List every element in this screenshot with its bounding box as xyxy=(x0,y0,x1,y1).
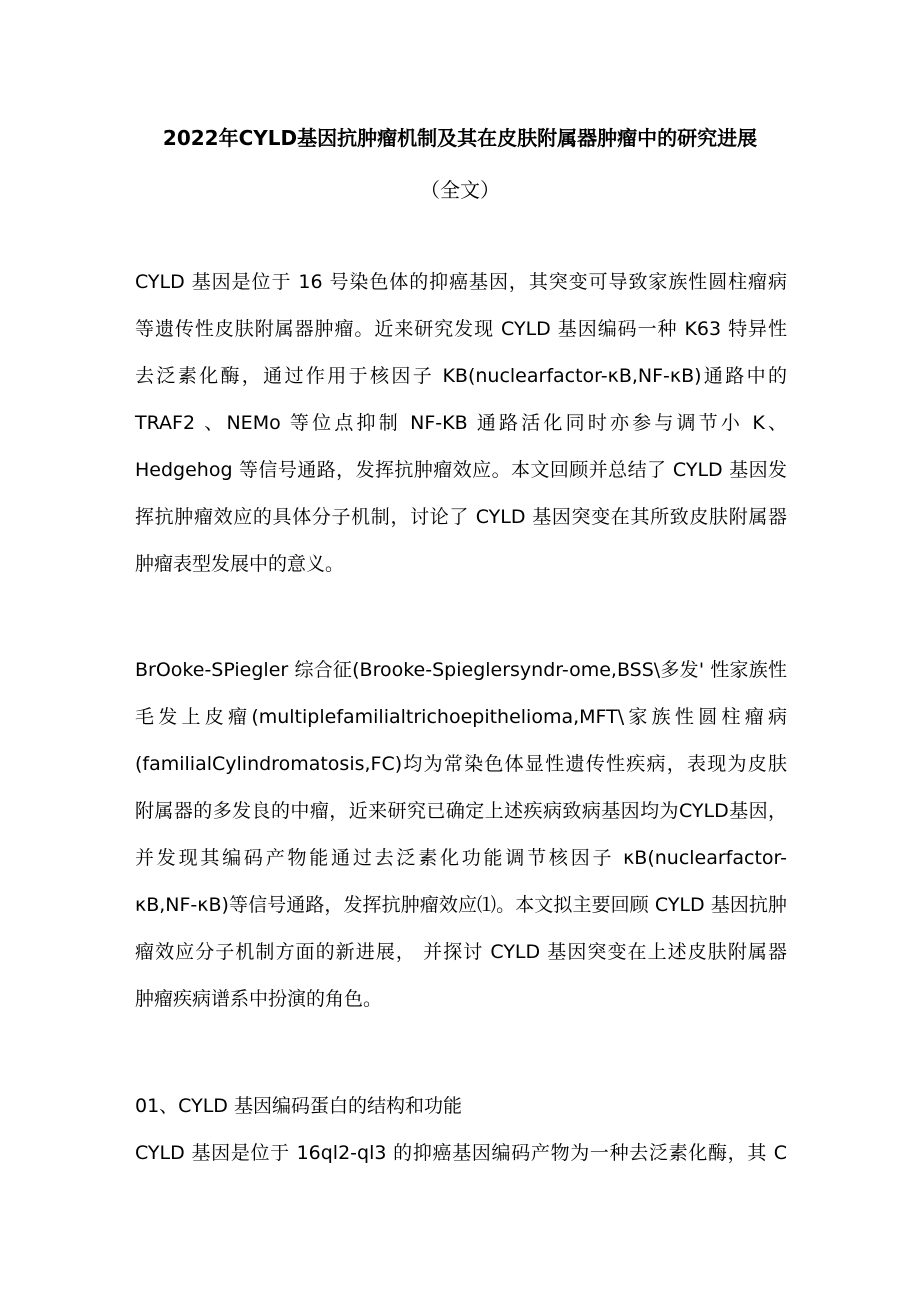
introduction-paragraph xyxy=(135,656,787,1032)
paragraph-line: 肿瘤表型发展中的意义。 xyxy=(135,553,345,575)
paragraph-line: 瘤效应分子机制方面的新进展， 并探讨 CYLD 基因突变在上述皮肤附属器 xyxy=(135,941,787,963)
paragraph-line: CYLD 基因是位于 16ql2-ql3 的抑癌基因编码产物为一种去泛素化酶，其 C xyxy=(135,1142,787,1164)
paragraph-line: (familialCylindromatosis,FC)均为常染色体显性遗传性疾病，表现为皮肤 xyxy=(135,753,787,775)
paragraph-line: 并发现其编码产物能通过去泛素化功能调节核因子 κB(nuclearfactor- xyxy=(135,847,787,869)
abstract-paragraph xyxy=(135,268,787,597)
paragraph-line: 肿瘤疾病谱系中扮演的角色。 xyxy=(135,988,383,1010)
section-heading: 01、CYLD 基因编码蛋白的结构和功能 xyxy=(135,1095,462,1117)
document-title: 2022年CYLD基因抗肿瘤机制及其在皮肤附属器肿瘤中的研究进展 xyxy=(162,126,758,150)
paragraph-line: 等遗传性皮肤附属器肿瘤。近来研究发现 CYLD 基因编码一种 K63 特异性 xyxy=(135,318,787,340)
paragraph-line: 去泛素化酶，通过作用于核因子 KB(nuclearfactor-κB,NF-κB)通路中的 xyxy=(135,365,787,387)
section-paragraph xyxy=(135,1139,787,1186)
paragraph-line: CYLD 基因是位于 16 号染色体的抑癌基因，其突变可导致家族性圆柱瘤病 xyxy=(135,271,787,293)
paragraph-line: 毛发上皮瘤(multiplefamilialtrichoepithelioma,MFT\家族性圆柱瘤病 xyxy=(135,706,787,728)
paragraph-line: 附属器的多发良的中瘤，近来研究已确定上述疾病致病基因均为CYLD基因， xyxy=(135,800,787,822)
paragraph-line: κB,NF-κB)等信号通路，发挥抗肿瘤效应⑴。本文拟主要回顾 CYLD 基因抗肿 xyxy=(135,894,787,916)
paragraph-line: 挥抗肿瘤效应的具体分子机制，讨论了 CYLD 基因突变在其所致皮肤附属器 xyxy=(135,506,787,528)
paragraph-line: BrOoke-SPiegler 综合征(Brooke-Spieglersyndr-ome,BSS\多发' 性家族性 xyxy=(135,659,787,681)
paragraph-line: TRAF2 、NEMo 等位点抑制 NF-KB 通路活化同时亦参与调节小 K、 xyxy=(135,412,787,434)
document-subtitle: （全文） xyxy=(420,178,500,202)
paragraph-line: Hedgehog 等信号通路，发挥抗肿瘤效应。本文回顾并总结了 CYLD 基因发 xyxy=(135,459,787,481)
